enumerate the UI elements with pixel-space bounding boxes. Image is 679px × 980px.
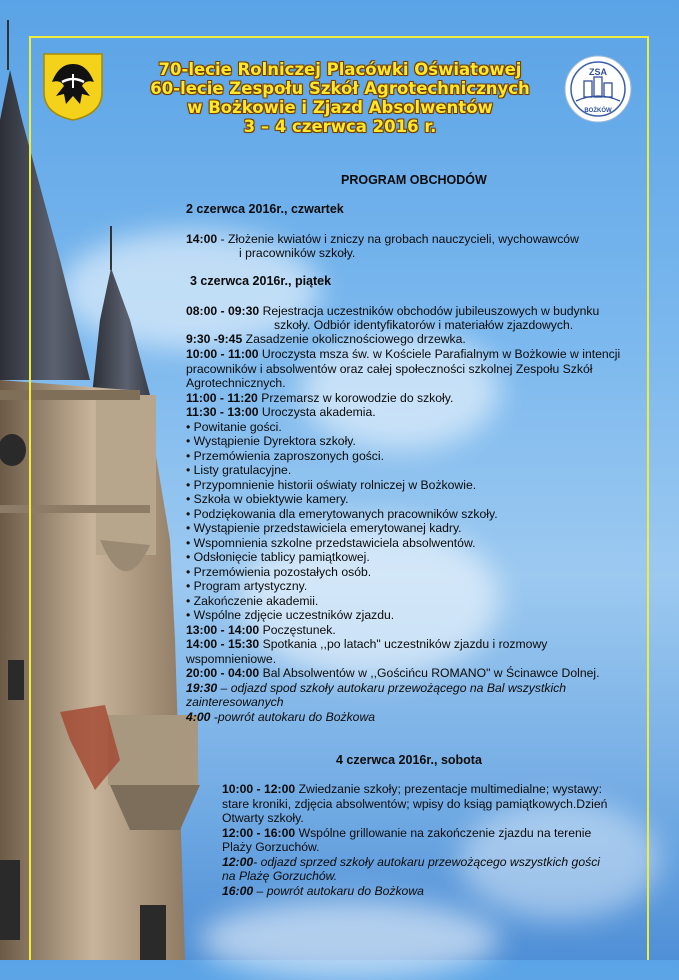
day3-heading: 4 czerwca 2016r., sobota xyxy=(336,753,482,767)
day2-event-1-cont: szkoły. Odbiór identyfikatorów i materiałów zjazdowych. xyxy=(274,318,574,332)
event-text: – odjazd spod szkoły autokaru przewożącego na Bal wszystkich xyxy=(217,681,567,695)
event-time: 12:00 - 16:00 xyxy=(222,826,296,840)
school-logo-icon xyxy=(564,55,632,123)
seal-bottom-text: BOŻKÓW xyxy=(584,108,612,114)
event-text: Zwiedzanie szkoły; prezentacje multimedialne; wystawy: xyxy=(295,782,603,796)
agenda-bullet: • Przemówienia zaproszonych gości. xyxy=(186,449,384,463)
day3-event-1 xyxy=(222,782,602,797)
event-time: 4:00 xyxy=(186,710,211,724)
day2-event-9 xyxy=(186,681,566,696)
title-line-3: w Bożkowie i Zjazd Absolwentów xyxy=(187,98,493,117)
agenda-bullet: • Wspólne zdjęcie uczestników zjazdu. xyxy=(186,608,395,622)
day2-event-7 xyxy=(186,637,547,652)
agenda-bullet: • Powitanie gości. xyxy=(186,420,282,434)
agenda-bullet: • Szkoła w obiektywie kamery. xyxy=(186,492,349,506)
event-time: 11:00 - 11:20 xyxy=(186,391,258,405)
event-time: 16:00 xyxy=(222,884,254,898)
day2-event-9-cont: zainteresowanych xyxy=(186,695,284,709)
event-time: 10:00 - 11:00 xyxy=(186,347,259,361)
event-text: Przemarsz w korowodzie do szkoły. xyxy=(257,391,454,405)
event-time: 20:00 - 04:00 xyxy=(186,666,260,680)
event-text: Spotkania ,,po latach" uczestników zjazdu i rozmowy xyxy=(259,637,548,651)
day3-event-3 xyxy=(222,855,600,870)
event-text: -powrót autokaru do Bożkowa xyxy=(210,710,376,724)
title-line-1: 70-lecie Rolniczej Placówki Oświatowej xyxy=(158,60,522,79)
event-text: Poczęstunek. xyxy=(259,623,336,637)
event-text: - odjazd sprzed szkoły autokaru przewożącego wszystkich gości xyxy=(253,855,600,869)
event-time: 13:00 - 14:00 xyxy=(186,623,260,637)
agenda-bullet: • Odsłonięcie tablicy pamiątkowej. xyxy=(186,550,370,564)
title-line-4: 3 – 4 czerwca 2016 r. xyxy=(243,117,437,136)
event-time: 9:30 -9:45 xyxy=(186,332,243,346)
event-time: 08:00 - 09:30 xyxy=(186,304,260,318)
agenda-bullet: • Zakończenie akademii. xyxy=(186,594,319,608)
event-text: Rejestracja uczestników obchodów jubileuszowych w budynku xyxy=(259,304,600,318)
day3-event-2-cont: Plaży Gorzuchów. xyxy=(222,840,320,854)
day2-event-4 xyxy=(186,391,453,406)
title-line-2: 60-lecie Zespołu Szkół Agrotechnicznych xyxy=(150,79,530,98)
day3-event-4 xyxy=(222,884,424,899)
event-text: Wspólne grillowanie na zakończenie zjazdu na terenie xyxy=(295,826,592,840)
day2-event-1 xyxy=(186,304,599,319)
day1-heading: 2 czerwca 2016r., czwartek xyxy=(186,202,344,216)
day2-event-3-cont: pracowników i absolwentów oraz całej społeczności szkolnej Zespołu Szkół xyxy=(186,362,593,376)
agenda-bullet: • Program artystyczny. xyxy=(186,579,308,593)
agenda-bullet: • Wspomnienia szkolne przedstawiciela absolwentów. xyxy=(186,536,476,550)
event-time: 19:30 xyxy=(186,681,218,695)
event-text: Zasadzenie okolicznościowego drzewka. xyxy=(242,332,466,346)
day2-event-3-cont: Agrotechnicznych. xyxy=(186,376,286,390)
day2-event-2 xyxy=(186,332,466,347)
day2-event-10 xyxy=(186,710,375,725)
event-time: 12:00 xyxy=(222,855,254,869)
day2-event-3 xyxy=(186,347,620,362)
agenda-bullet: • Wystąpienie Dyrektora szkoły. xyxy=(186,434,356,448)
day2-event-5 xyxy=(186,405,376,420)
event-text: Uroczysta akademia. xyxy=(258,405,376,419)
agenda-bullet: • Wystąpienie przedstawiciela emerytowanej kadry. xyxy=(186,521,462,535)
day3-event-3-cont: na Plażę Gorzuchów. xyxy=(222,869,338,883)
event-text: - Złożenie kwiatów i zniczy na grobach nauczycieli, wychowawców xyxy=(217,232,579,246)
agenda-bullet: • Przypomnienie historii oświaty rolniczej w Bożkowie. xyxy=(186,478,477,492)
seal-top-text: ZSA xyxy=(589,67,607,77)
event-time: 10:00 - 12:00 xyxy=(222,782,296,796)
day2-event-7-cont: wspomnieniowe. xyxy=(186,652,277,666)
day3-event-2 xyxy=(222,826,591,841)
event-time: 11:30 - 13:00 xyxy=(186,405,259,419)
day2-event-8 xyxy=(186,666,599,681)
program-heading: PROGRAM OBCHODÓW xyxy=(341,173,487,187)
event-text: – powrót autokaru do Bożkowa xyxy=(253,884,424,898)
day2-event-6 xyxy=(186,623,336,638)
agenda-bullet: • Listy gratulacyjne. xyxy=(186,463,292,477)
poster-title xyxy=(110,60,570,136)
day1-event-cont: i pracowników szkoły. xyxy=(239,246,356,260)
day3-event-1-cont: Otwarty szkoły. xyxy=(222,811,304,825)
agenda-bullet: • Podziękowania dla emerytowanych pracowników szkoły. xyxy=(186,507,498,521)
event-text: Uroczysta msza św. w Kościele Parafialnym w Bożkowie w intencji xyxy=(258,347,621,361)
event-text: Bal Absolwentów w ,,Gościńcu ROMANO" w Ścinawce Dolnej. xyxy=(259,666,600,680)
day3-event-1-cont: stare kroniki, zdjęcia absolwentów; wpisy do ksiąg pamiątkowych.Dzień xyxy=(222,797,608,811)
event-time: 14:00 - 15:30 xyxy=(186,637,260,651)
agenda-bullet: • Przemówienia pozostałych osób. xyxy=(186,565,372,579)
coat-of-arms-icon xyxy=(42,52,104,122)
day2-heading: 3 czerwca 2016r., piątek xyxy=(190,274,332,288)
event-time: 14:00 xyxy=(186,232,218,246)
day1-event xyxy=(186,232,579,247)
